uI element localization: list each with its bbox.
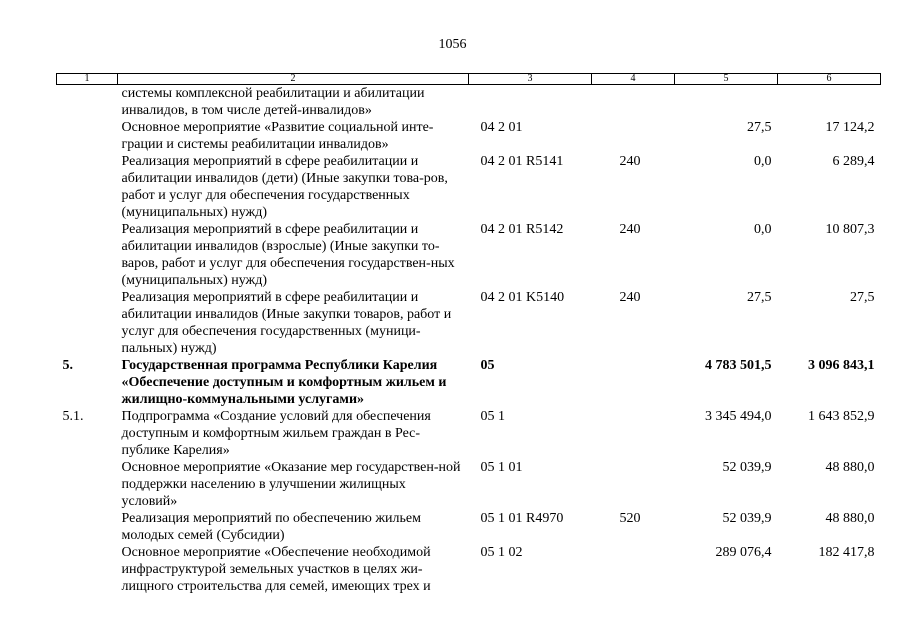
row-value-col5: 289 076,4 — [715, 545, 772, 560]
header-col-3: 3 — [469, 74, 592, 85]
row-name: системы комплексной реабилитации и абилитации инвалидов, в том числе детей-инвалидов» — [121, 86, 425, 118]
row-index — [57, 289, 118, 357]
row-kvr: 240 — [619, 222, 641, 237]
row-kvr — [592, 408, 675, 459]
table-row — [57, 85, 881, 120]
row-value-col6 — [778, 85, 881, 120]
row-code: 04 2 01 R5141 — [480, 154, 564, 169]
row-value-col6: 27,5 — [850, 290, 875, 305]
row-value-col6: 6 289,4 — [832, 154, 875, 169]
row-name: Государственная программа Республики Карелия «Обеспечение доступным и комфортным жильем и жилищно-коммунальными услугами» — [121, 358, 447, 407]
header-col-4: 4 — [592, 74, 675, 85]
row-code: 05 1 — [480, 409, 505, 424]
row-kvr: 240 — [619, 154, 641, 169]
table-row — [57, 153, 881, 221]
row-value-col5: 4 783 501,5 — [705, 358, 772, 373]
row-value-col6: 17 124,2 — [825, 120, 875, 135]
row-index — [57, 544, 118, 595]
row-value-col6: 48 880,0 — [825, 511, 875, 526]
row-code: 04 2 01 — [480, 120, 523, 135]
row-kvr: 520 — [619, 511, 641, 526]
row-code: 05 1 01 — [480, 460, 523, 475]
page-number: 1056 — [438, 37, 467, 52]
table-row — [57, 357, 881, 408]
row-value-col6: 3 096 843,1 — [808, 358, 875, 373]
table-body — [57, 85, 881, 596]
table-row — [57, 510, 881, 544]
table-row — [57, 119, 881, 153]
row-name: Реализация мероприятий в сфере реабилитации и абилитации инвалидов (дети) (Иные закупки това-ров, работ и услуг для обеспечения государственных (муниципальных) нужд) — [121, 154, 448, 220]
row-code — [469, 85, 592, 120]
row-code: 05 — [480, 358, 495, 373]
row-value-col6: 182 417,8 — [818, 545, 875, 560]
row-kvr — [592, 85, 675, 120]
header-row — [57, 74, 881, 85]
row-index — [57, 221, 118, 289]
row-value-col5: 0,0 — [754, 154, 772, 169]
row-value-col5: 3 345 494,0 — [705, 409, 772, 424]
budget-table — [56, 73, 881, 595]
row-value-col5: 27,5 — [747, 120, 772, 135]
row-name: Реализация мероприятий в сфере реабилитации и абилитации инвалидов (взрослые) (Иные закупки то-варов, работ и услуг для обеспечения государствен-ных (муниципальных) нужд) — [121, 222, 455, 288]
header-col-1: 1 — [57, 74, 118, 85]
row-index: 5.1. — [62, 409, 84, 424]
row-kvr — [592, 119, 675, 153]
row-kvr — [592, 357, 675, 408]
header-col-2: 2 — [118, 74, 469, 85]
row-index — [57, 85, 118, 120]
row-value-col5 — [675, 85, 778, 120]
row-code: 04 2 01 R5142 — [480, 222, 564, 237]
row-name: Основное мероприятие «Обеспечение необходимой инфраструктурой земельных участков в целях жи-лищного строительства для семей, имеющих трех и — [121, 545, 431, 594]
row-code: 05 1 02 — [480, 545, 523, 560]
row-index — [57, 459, 118, 510]
table-row — [57, 221, 881, 289]
row-code: 04 2 01 K5140 — [480, 290, 565, 305]
row-value-col5: 0,0 — [754, 222, 772, 237]
row-value-col6: 1 643 852,9 — [808, 409, 875, 424]
table-row — [57, 289, 881, 357]
row-name: Основное мероприятие «Оказание мер государствен-ной поддержки населению в улучшении жилищных условий» — [121, 460, 461, 509]
row-name: Реализация мероприятий по обеспечению жильем молодых семей (Субсидии) — [121, 511, 421, 543]
row-kvr — [592, 459, 675, 510]
row-index — [57, 153, 118, 221]
header-col-5: 5 — [675, 74, 778, 85]
row-value-col6: 10 807,3 — [825, 222, 875, 237]
row-name: Подпрограмма «Создание условий для обеспечения доступным и комфортным жильем граждан в Рес-публике Карелия» — [121, 409, 431, 458]
row-code: 05 1 01 R4970 — [480, 511, 564, 526]
table-row — [57, 544, 881, 595]
row-index — [57, 119, 118, 153]
row-value-col6: 48 880,0 — [825, 460, 875, 475]
row-index: 5. — [62, 358, 73, 373]
row-value-col5: 52 039,9 — [722, 460, 772, 475]
row-kvr: 240 — [619, 290, 641, 305]
row-value-col5: 52 039,9 — [722, 511, 772, 526]
row-name: Основное мероприятие «Развитие социальной инте-грации и системы реабилитации инвалидов» — [121, 120, 434, 152]
row-name: Реализация мероприятий в сфере реабилитации и абилитации инвалидов (Иные закупки товаров, работ и услуг для обеспечения государственных (муници-пальных) нужд) — [121, 290, 452, 356]
header-col-6: 6 — [778, 74, 881, 85]
table-row — [57, 408, 881, 459]
row-kvr — [592, 544, 675, 595]
table-row — [57, 459, 881, 510]
row-index — [57, 510, 118, 544]
row-value-col5: 27,5 — [747, 290, 772, 305]
